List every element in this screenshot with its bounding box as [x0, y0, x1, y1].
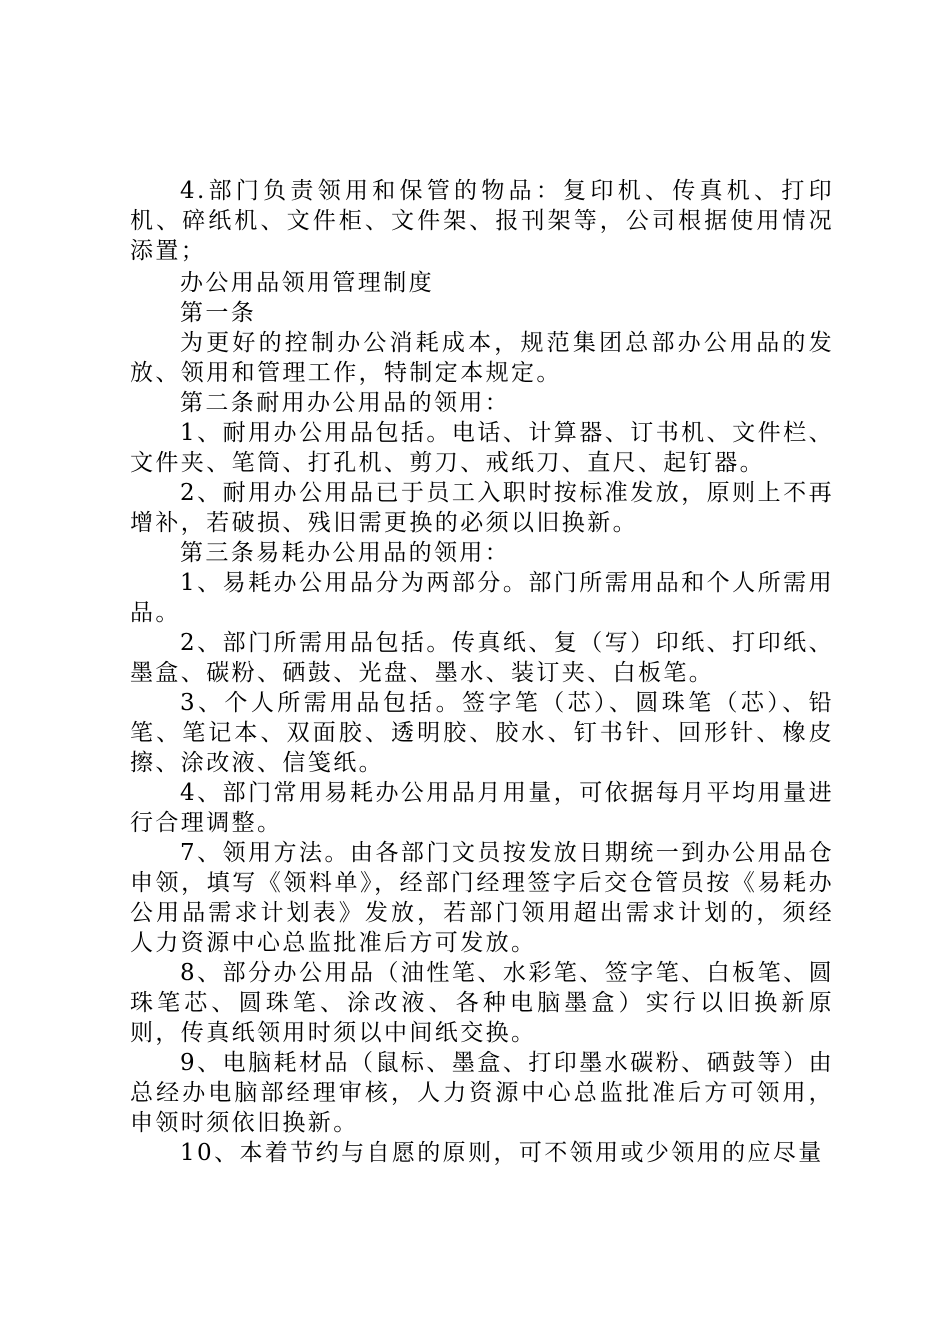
intro-paragraph: 4.部门负责领用和保管的物品：复印机、传真机、打印机、碎纸机、文件柜、文件架、报刊架等，公司根据使用情况添置；: [130, 178, 834, 264]
body-paragraph: 1、耐用办公用品包括。电话、计算器、订书机、文件栏、文件夹、笔筒、打孔机、剪刀、戒纸刀、直尺、起钉器。: [130, 420, 834, 476]
body-paragraph: 4、部门常用易耗办公用品月用量，可依据每月平均用量进行合理调整。: [130, 780, 834, 836]
body-paragraph: 8、部分办公用品（油性笔、水彩笔、签字笔、白板笔、圆珠笔芯、圆珠笔、涂改液、各种电脑墨盒）实行以旧换新原则，传真纸领用时须以中间纸交换。: [130, 960, 834, 1046]
body-paragraph: 1、易耗办公用品分为两部分。部门所需用品和个人所需用品。: [130, 570, 834, 626]
intro-section: [130, 176, 834, 266]
body-paragraph: 7、领用方法。由各部门文员按发放日期统一到办公用品仓申领，填写《领料单》，经部门经理签字后交仓管员按《易耗办公用品需求计划表》发放，若部门领用超出需求计划的，须经人力资源中心总监批准后方可发放。: [130, 840, 834, 956]
article-heading: 第二条耐用办公用品的领用：: [180, 390, 511, 416]
regulation-section: [130, 268, 834, 1168]
body-paragraph: 3、个人所需用品包括。签字笔（芯）、圆珠笔（芯）、铅笔、笔记本、双面胶、透明胶、胶水、钉书针、回形针、橡皮擦、涂改液、信笺纸。: [130, 690, 834, 776]
body-paragraph: 为更好的控制办公消耗成本，规范集团总部办公用品的发放、领用和管理工作，特制定本规定。: [130, 330, 834, 386]
document-title: 办公用品领用管理制度: [180, 270, 434, 296]
article-heading: 第一条: [180, 300, 257, 326]
body-paragraph: 10、本着节约与自愿的原则，可不领用或少领用的应尽量: [180, 1140, 824, 1166]
body-paragraph: 9、电脑耗材品（鼠标、墨盒、打印墨水碳粉、硒鼓等）由总经办电脑部经理审核，人力资源中心总监批准后方可领用，申领时须依旧换新。: [130, 1050, 834, 1136]
body-paragraph: 2、部门所需用品包括。传真纸、复（写）印纸、打印纸、墨盒、碳粉、硒鼓、光盘、墨水、装订夹、白板笔。: [130, 630, 834, 686]
article-heading: 第三条易耗办公用品的领用：: [180, 540, 511, 566]
body-paragraph: 2、耐用办公用品已于员工入职时按标准发放，原则上不再增补，若破损、残旧需更换的必须以旧换新。: [130, 480, 834, 536]
